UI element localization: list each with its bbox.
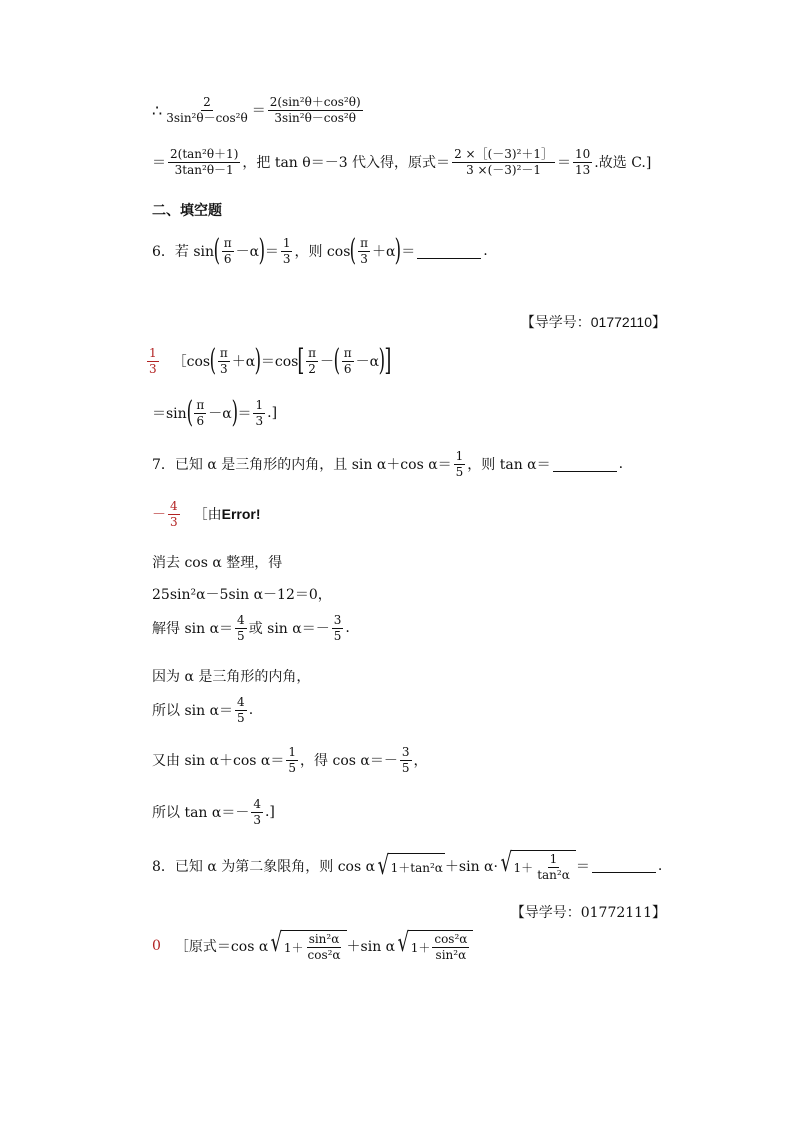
square-root: √ 1＋tan²α xyxy=(377,850,443,881)
square-root: √ 1＋ $\frac{\text{sin²α}}{\text{cos²α}}$ xyxy=(268,930,346,961)
derivation-line-2: ＝ $\frac{\text{2(tan²θ＋1)}}{\text{3tan²θ－1}}$ ，把 tan θ＝－3 代入得，原式＝ $\frac{\text{2 ×［(－3)²＋1］}}{\text{3 ×(－3)²－1}}$ ＝ $\frac{10}{13}$ .故选 C.] xyxy=(152,147,652,177)
answer-value: 0 xyxy=(152,937,161,954)
guide-number: 【导学号：01772110】 xyxy=(520,314,666,330)
question-6: 6．若 sin ( $\frac{\pi}{6}$ －α ) ＝ $\frac{1}{3}$ ，则 cos ( $\frac{\pi}{3}$ ＋α ) ＝ . xyxy=(152,233,488,268)
fraction: $\frac{10}{13}$ xyxy=(575,147,591,177)
solution-line: 25sin²α－5sin α－12＝0， xyxy=(152,587,332,603)
square-root: √ 1＋ $\frac{1}{\text{tan²α}}$ xyxy=(498,850,576,881)
guide-number: 【导学号：01772111】 xyxy=(510,905,666,921)
solution-line: 解得 sin α＝ $\frac{4}{5}$ 或 sin α＝－ $\frac{3}{5}$ . xyxy=(152,613,350,643)
question-7: 7．已知 α 是三角形的内角，且 sin α＋cos α＝ $\frac{1}{5}$ ，则 tan α＝ . xyxy=(152,449,624,479)
fraction: $\frac{\text{2(sin²θ＋cos²θ)}}{\text{3sin²θ－cos²θ}}$ xyxy=(269,95,361,125)
solution-line: 因为 α 是三角形的内角， xyxy=(152,669,311,685)
derivation-line-1: ∴ $\frac{2}{\text{3sin²θ－cos²θ}}$ ＝ $\frac{\text{2(sin²θ＋cos²θ)}}{\text{3sin²θ－cos²θ}}$ xyxy=(152,95,361,125)
answer-blank xyxy=(592,858,656,873)
fraction: $\frac{\text{2 ×［(－3)²＋1］}}{\text{3 ×(－3)²－1}}$ xyxy=(454,147,554,177)
section-heading: 二、填空题 xyxy=(152,202,222,218)
answer-8: 0 ［原式＝cos α √ 1＋ $\frac{\text{sin²α}}{\text{cos²α}}$ ＋sin α √ 1＋ $\frac{\text{cos²α}}{\text{sin²α}}$ xyxy=(152,930,473,961)
solution-line: 所以 tan α＝－ $\frac{4}{3}$ .] xyxy=(152,797,275,827)
square-root: √ 1＋ $\frac{\text{cos²α}}{\text{sin²α}}$ xyxy=(395,930,473,961)
answer-7: － $\frac{4}{3}$ ［由 Error! xyxy=(152,499,261,529)
solution-line: 所以 sin α＝ $\frac{4}{5}$ . xyxy=(152,695,254,725)
therefore-symbol: ∴ xyxy=(152,100,163,120)
answer-value: $\frac{4}{3}$ xyxy=(170,499,178,529)
question-8: 8．已知 α 为第二象限角，则 cos α √ 1＋tan²α ＋sin α· √ 1＋ $\frac{1}{\text{tan²α}}$ ＝ . xyxy=(152,848,663,882)
answer-blank xyxy=(417,244,481,259)
fraction: $\frac{2}{\text{3sin²θ－cos²θ}}$ xyxy=(166,95,248,125)
answer-6: $\frac{1}{3}$ ［cos ( $\frac{\pi}{3}$ ＋α ) ＝cos [ $\frac{\pi}{2}$ － ( $\frac{\pi}{6}$ －α ) ] xyxy=(149,343,392,378)
solution-line: 又由 sin α＋cos α＝ $\frac{1}{5}$ ，得 cos α＝－ $\frac{3}{5}$ ， xyxy=(152,745,428,775)
answer-6-continued: ＝sin ( $\frac{\pi}{6}$ －α ) ＝ $\frac{1}{3}$ .] xyxy=(152,395,278,430)
answer-blank xyxy=(553,457,617,472)
fraction: $\frac{\text{2(tan²θ＋1)}}{\text{3tan²θ－1}}$ xyxy=(170,147,239,177)
answer-value: $\frac{1}{3}$ xyxy=(149,345,157,376)
solution-line: 消去 cos α 整理，得 xyxy=(152,555,283,571)
